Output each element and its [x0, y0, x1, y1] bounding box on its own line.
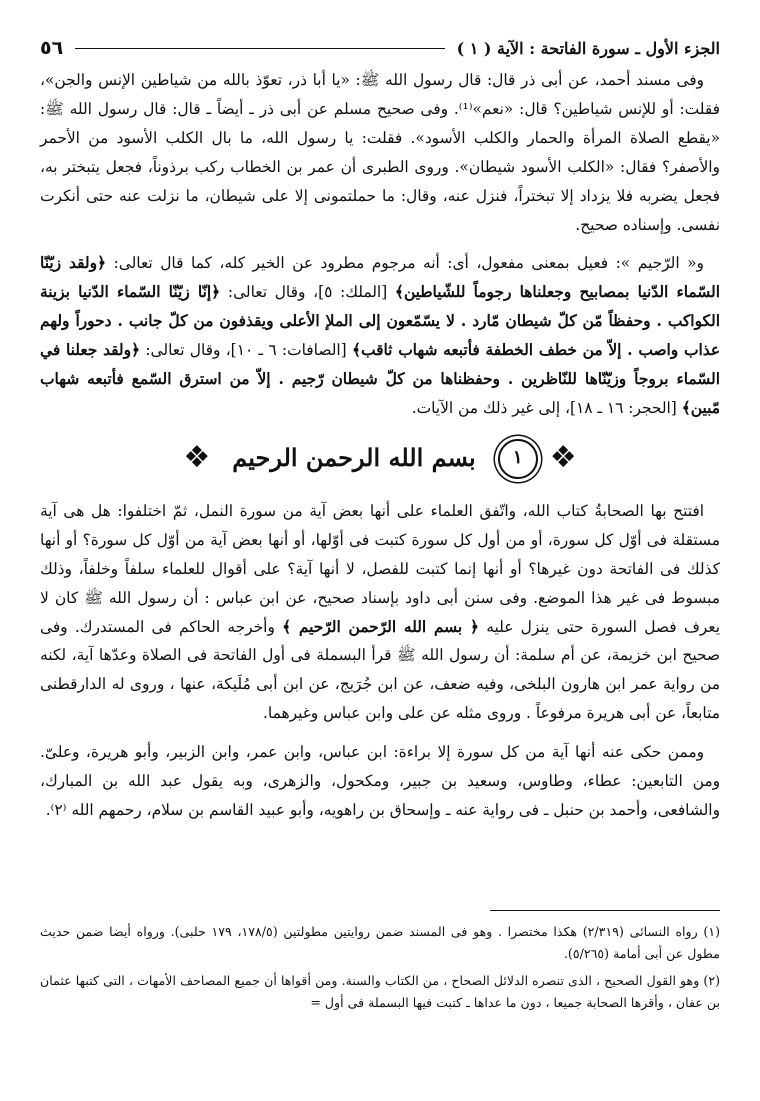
- header-title: الجزء الأول ـ سورة الفاتحة : الآية ( ١ ): [456, 38, 720, 58]
- ornament-right-icon: ❖: [549, 440, 577, 476]
- running-header: [40, 34, 720, 62]
- paragraph-gap: [40, 239, 720, 249]
- main-text: [40, 66, 720, 825]
- basmala-banner: [40, 429, 720, 489]
- text-run: [الحجر: ١٦ ـ ١٨]، إلى غير ذلك من الآيات.: [411, 398, 682, 417]
- text-run: و« الرّجيم »: فعيل بمعنى مفعول، أى: أنه مرجوم مطرود عن الخير كله، كما قال تعالى:: [106, 254, 704, 273]
- ornament-left-icon: ❖: [183, 440, 211, 476]
- quran-verse: ﴿ولقد زيّنّا السّماء الدّنيا بمصابيح وجعلناها رجوماً للشّياطين﴾: [40, 254, 721, 302]
- quran-verse: ﴿ولقد جعلنا في السّماء بروجاً وزيّنّاها للنّاظرين . وحفظناها من كلّ شيطان رّجيم . إلاّ من استرق السّمع فأتبعه شهاب مّبين﴾: [40, 341, 720, 417]
- footnote-rule: [490, 910, 720, 911]
- basmala-text: بسم الله الرحمن الرحيم: [232, 443, 476, 473]
- text-run: وأخرجه الحاكم فى المستدرك. وفى صحيح ابن خزيمة، عن أم سلمة: أن رسول الله ﷺ قرأ البسملة فى أول الفاتحة فى الصلاة وعدّها آية، لكنه من رواية عمر ابن هارون البلخى، وفيه ضعف، عن ابن جُرَيج، عن ابن أبى مُلَيكة، عنها ، وروى له الدارقطنى متابعاً، عن أبى هريرة مرفوعاً . وروى مثله عن على وابن عباس وغيرهما.: [40, 617, 720, 723]
- verse-number-medallion: ١: [498, 439, 538, 479]
- paragraph-basmala-discussion: [40, 497, 720, 728]
- footnote-1: (١) رواه النسائى (٢/٣١٩) هكذا مختصرا . وهو فى المسند ضمن روايتين مطولتين (١٧٨/٥، ١٧٩ حلبى). ورواه أيضا ضمن حديث مطول عن أبى أمامة (٥/٢٦٥).: [40, 924, 720, 961]
- header-rule: [75, 48, 444, 49]
- text-run: [الملك: ٥]، وقال تعالى:: [220, 283, 395, 302]
- footnote-2: (٢) وهو القول الصحيح ، الذى تنصره الدلائل الصحاح ، من الكتاب والسنة. ومن أقواها أن جميع المصاحف الأمهات ، التى كتبها عثمان بن عفان ، وأقرها الصحابة جميعا ، دون ما عداها ـ كتبت فيها البسملة فى أول =: [40, 973, 720, 1010]
- quran-verse: ﴿ بسم الله الرّحمن الرّحيم ﴾: [282, 617, 479, 636]
- paragraph-rajim: [40, 249, 720, 422]
- footnotes: [40, 910, 720, 1019]
- paragraph-hadith: وفى مسند أحمد، عن أبى ذر قال: قال رسول الله ﷺ: «يا أبا ذر، تعوّذ بالله من شياطين الإنس والجن»، فقلت: أو للإنس شياطين؟ قال: «نعم»⁽¹⁾. وفى صحيح مسلم عن أبى ذر ـ أيضاً ـ قال: قال رسول الله ﷺ: «يقطع الصلاة المرأة والحمار والكلب الأسود». فقلت: يا رسول الله، ما بال الكلب الأسود من الأحمر والأصفر؟ فقال: «الكلب الأسود شيطان». وروى الطبرى أن عمر بن الخطاب ركب برذوناً، فجعل يتبختر به، فجعل يضربه فلا يزداد إلا تبختراً، فنزل عنه، وقال: ما حملتمونى إلا على شيطان، ما نزلت عنه حتى أنكرت نفسى. وإسناده صحيح.: [40, 71, 721, 234]
- paragraph-scholars: وممن حكى عنه أنها آية من كل سورة إلا براءة: ابن عباس، وابن عمر، وابن الزبير، وأبو هريرة، وعلىّ. ومن التابعين: عطاء، وطاوس، وسعيد بن جبير، ومكحول، والزهرى، وبه يقول عبد الله بن المبارك، والشافعى، وأحمد بن حنبل ـ فى رواية عنه ـ وإسحاق بن راهويه، وأبو عبيد القاسم بن سلام، رحمهم الله ⁽٢⁾.: [40, 743, 720, 819]
- page-number: ٥٦: [40, 37, 64, 59]
- text-run: افتتح بها الصحابةُ كتاب الله، واتّفق العلماء على أنها بعض آية من سورة النمل، ثمّ اختلفوا: هل هى آية مستقلة فى أوّل كل سورة، أو من أول كل سورة كتبت فى أوّلها، أو أنها بعض آية من أوّل كل سورة؟ أو أنها كذلك فى الفاتحة دون غيرها؟ أو أنها إنما كتبت للفصل، لا أنها آية؟ على أقوال للعلماء سلفاً وخلفاً، وذلك مبسوط فى غير هذا الموضع. وفى سنن أبى داود بإسناد صحيح، عن ابن عباس : أن رسول الله ﷺ كان لا يعرف فصل السورة حتى ينزل عليه: [40, 501, 720, 636]
- paragraph-gap: [40, 728, 720, 738]
- quran-verse: ﴿إنّا زيّنّا السّماء الدّنيا بزينة الكواكب . وحفظاً مّن كلّ شيطان مّارد . لا يسّمّعون إلى الملإ الأعلى ويقذفون من كلّ جانب . دحوراً ولهم عذاب واصب . إلاّ من خطف الخطفة فأتبعه شهاب ثاقب﴾: [40, 283, 721, 360]
- text-run: [الصافات: ٦ ـ ١٠]، وقال تعالى:: [140, 341, 352, 360]
